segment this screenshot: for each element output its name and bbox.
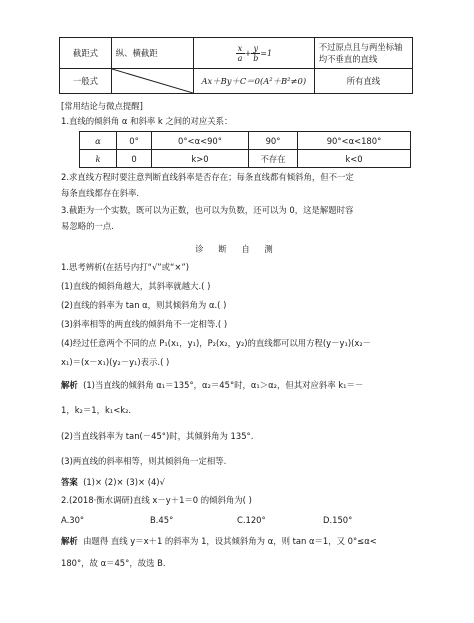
- solution-2-line2: 180°，故 α＝45°，故选 B.: [61, 558, 166, 568]
- angle-header: α: [80, 132, 117, 150]
- answer-label: 答案: [61, 477, 78, 487]
- tip-2-line2: 每条直线都存在斜率.: [61, 188, 140, 198]
- question-1-4-line2: x₁)＝(x－x₁)(y₂－y₁)表示.( ): [61, 357, 170, 367]
- frac-den-a: a: [237, 53, 243, 63]
- question-1-1: (1)直线的倾斜角越大，其斜率就越大.( ): [61, 281, 211, 291]
- solution-label: 解析: [61, 536, 78, 546]
- tip-1: 1.直线的倾斜角 α 和斜率 k 之间的对应关系：: [61, 116, 233, 126]
- frac-num-y: y: [253, 43, 259, 53]
- solution-1-line1: [61, 379, 363, 391]
- fraction-y-over-b: [251, 44, 260, 63]
- answer-line: [61, 476, 165, 488]
- plus-sign: +: [244, 48, 252, 58]
- question-1-3: (3)斜率相等的两直线的倾斜角不一定相等.( ): [61, 319, 228, 329]
- solution-1-line2: 1，k₂＝1，k₁<k₂.: [61, 405, 132, 415]
- angle-cell: 90°: [249, 132, 298, 150]
- solution-1-line4: (3)两直线的斜率相等，则其倾斜角一定相等.: [61, 456, 227, 466]
- general-form-name: 一般式: [60, 69, 112, 94]
- question-1-4-line1: (4)经过任意两个不同的点 P₁(x₁，y₁)，P₂(x₂，y₂)的直线都可以用方程(y－y₁)(x₂－: [61, 338, 372, 348]
- solution-label: 解析: [61, 380, 78, 390]
- intercept-note-line2: 均不垂直的直线: [318, 54, 378, 64]
- slope-cell: 不存在: [249, 150, 298, 168]
- solution-2-line1: [61, 535, 377, 547]
- general-form-note: 所有直线: [314, 69, 412, 94]
- slope-cell: 0: [117, 150, 152, 168]
- solution-2-text: 由题得 直线 y＝x＋1 的斜率为 1，设其倾斜角为 α，则 tan α＝1，又 0°≤α<: [83, 536, 377, 546]
- general-form-equation: Ax＋By＋C＝0(A²＋B²≠0): [193, 69, 314, 94]
- solution-1-line3: (2)当直线斜率为 tan(－45°)时，其倾斜角为 135°.: [61, 431, 254, 441]
- option-d: D.150°: [323, 515, 353, 525]
- tip-2-line1: 2.求直线方程时要注意判断直线斜率是否存在；每条直线都有倾斜角，但不一定: [61, 172, 354, 182]
- frac-den-b: b: [253, 53, 259, 63]
- slope-header: k: [80, 150, 117, 168]
- intercept-form-condition: [111, 38, 193, 69]
- line-equation-table: [59, 37, 413, 94]
- equals-one: =1: [260, 48, 273, 58]
- tip-3-line1: 3.截距为一个实数，既可以为正数，也可以为负数，还可以为 0，这是解题时容: [61, 205, 354, 215]
- tip-3-line2: 易忽略的一点.: [61, 221, 114, 231]
- slope-cell: k<0: [298, 150, 411, 168]
- option-b: B.45°: [150, 515, 174, 525]
- diagnostic-test-title: 诊 断 自 测: [195, 244, 279, 254]
- frac-num-x: x: [237, 43, 243, 53]
- question-1-intro: 1.思考辨析(在括号内打“√”或“×”): [61, 262, 189, 272]
- angle-cell: 0°: [117, 132, 152, 150]
- intercept-form-note: [314, 38, 412, 69]
- angle-slope-table: [79, 131, 411, 168]
- question-1-2: (2)直线的斜率为 tan α，则其倾斜角为 α.( ): [61, 300, 227, 310]
- general-form-condition-diagonal: [111, 69, 193, 94]
- solution-1-text: (1)当直线的倾斜角 α₁＝135°，α₂＝45°时，α₁＞α₂，但其对应斜率 k₁＝－: [83, 380, 364, 390]
- intercept-form-name: 截距式: [60, 38, 112, 69]
- answer-text: (1)× (2)× (3)× (4)√: [83, 477, 165, 487]
- intercept-form-equation: [193, 38, 314, 69]
- angle-cell: 0°<α<90°: [152, 132, 249, 150]
- fraction-x-over-a: [236, 44, 245, 63]
- slope-cell: k>0: [152, 150, 249, 168]
- intercept-form-condition-text: 纵、横截距: [115, 48, 158, 58]
- angle-cell: 90°<α<180°: [298, 132, 411, 150]
- option-a: A.30°: [61, 515, 85, 525]
- intercept-note-line1: 不过原点且与两坐标轴: [318, 42, 403, 52]
- section-title: [常用结论与微点提醒]: [61, 101, 143, 111]
- option-c: C.120°: [237, 515, 266, 525]
- question-2: 2.(2018·衡水调研)直线 x－y＋1＝0 的倾斜角为( ): [61, 495, 252, 505]
